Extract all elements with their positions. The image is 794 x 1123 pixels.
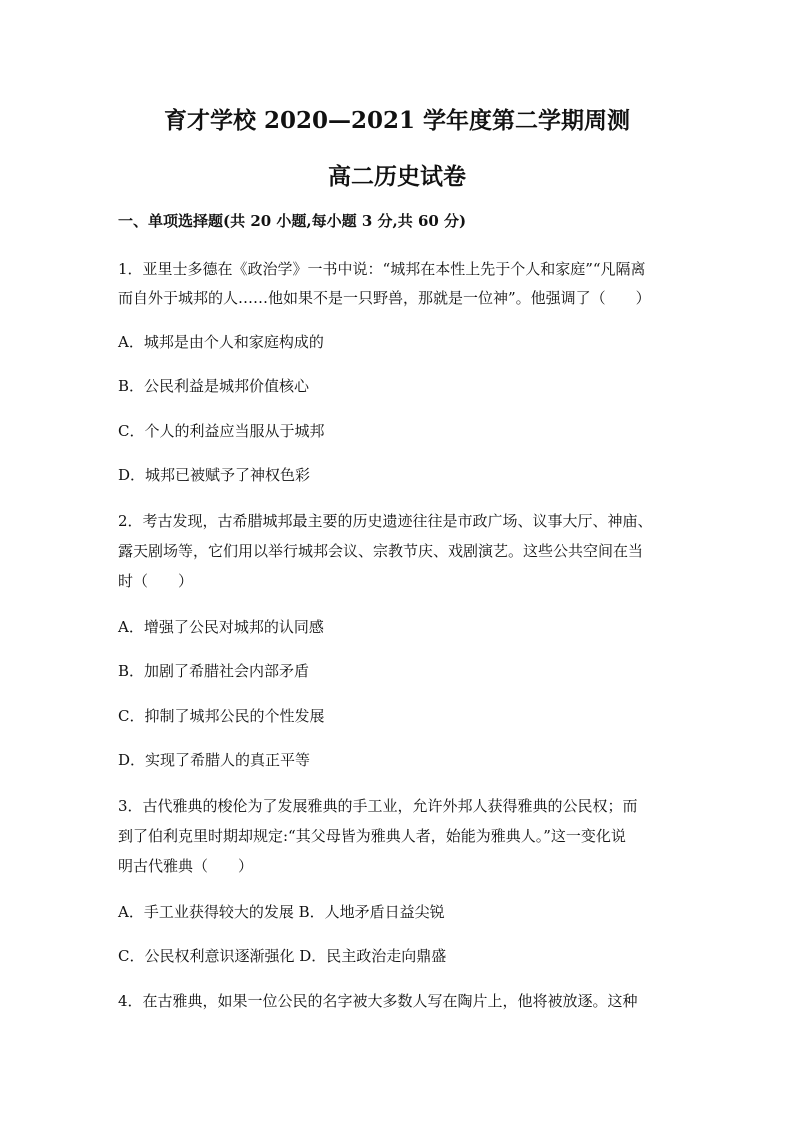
question-2-stem-line-2: 露天剧场等，它们用以举行城邦会议、宗教节庆、戏剧演艺。这些公共空间在当 bbox=[118, 542, 644, 560]
question-1-option-a: A．城邦是由个人和家庭构成的 bbox=[118, 333, 324, 351]
section-heading: 一、单项选择题(共 20 小题,每小题 3 分,共 60 分) bbox=[118, 212, 467, 230]
question-4-stem-line-1: 4．在古雅典，如果一位公民的名字被大多数人写在陶片上，他将被放逐。这种 bbox=[118, 992, 638, 1010]
question-3-option-cd: C．公民权利意识逐渐强化 D．民主政治走向鼎盛 bbox=[118, 947, 447, 965]
question-2-option-b: B．加剧了希腊社会内部矛盾 bbox=[118, 662, 310, 680]
question-1-option-c: C．个人的利益应当服从于城邦 bbox=[118, 422, 325, 440]
exam-subtitle: 高二历史试卷 bbox=[328, 163, 466, 190]
question-2-option-a: A．增强了公民对城邦的认同感 bbox=[118, 618, 324, 636]
question-1-stem-line-2: 而自外于城邦的人……他如果不是一只野兽，那就是一位神”。他强调了（ ） bbox=[118, 289, 651, 307]
question-3-option-ab: A．手工业获得较大的发展 B．人地矛盾日益尖锐 bbox=[118, 903, 445, 921]
question-2-option-c: C．抑制了城邦公民的个性发展 bbox=[118, 707, 325, 725]
question-2-stem-line-3: 时（ ） bbox=[118, 572, 194, 590]
question-1-option-b: B．公民利益是城邦价值核心 bbox=[118, 377, 310, 395]
question-3-stem-line-1: 3．古代雅典的梭伦为了发展雅典的手工业，允许外邦人获得雅典的公民权；而 bbox=[118, 797, 638, 815]
question-1-stem-line-1: 1．亚里士多德在《政治学》一书中说：“城邦在本性上先于个人和家庭”“凡隔离 bbox=[118, 260, 646, 278]
question-3-stem-line-2: 到了伯利克里时期却规定:“其父母皆为雅典人者，始能为雅典人。”这一变化说 bbox=[118, 827, 626, 845]
question-1-option-d: D．城邦已被赋予了神权色彩 bbox=[118, 466, 311, 484]
question-2-stem-line-1: 2．考古发现，古希腊城邦最主要的历史遗迹往往是市政广场、议事大厅、神庙、 bbox=[118, 512, 653, 530]
question-2-option-d: D．实现了希腊人的真正平等 bbox=[118, 751, 311, 769]
exam-title: 育才学校 2020—2021 学年度第二学期周测 bbox=[163, 107, 631, 134]
question-3-stem-line-3: 明古代雅典（ ） bbox=[118, 857, 254, 875]
